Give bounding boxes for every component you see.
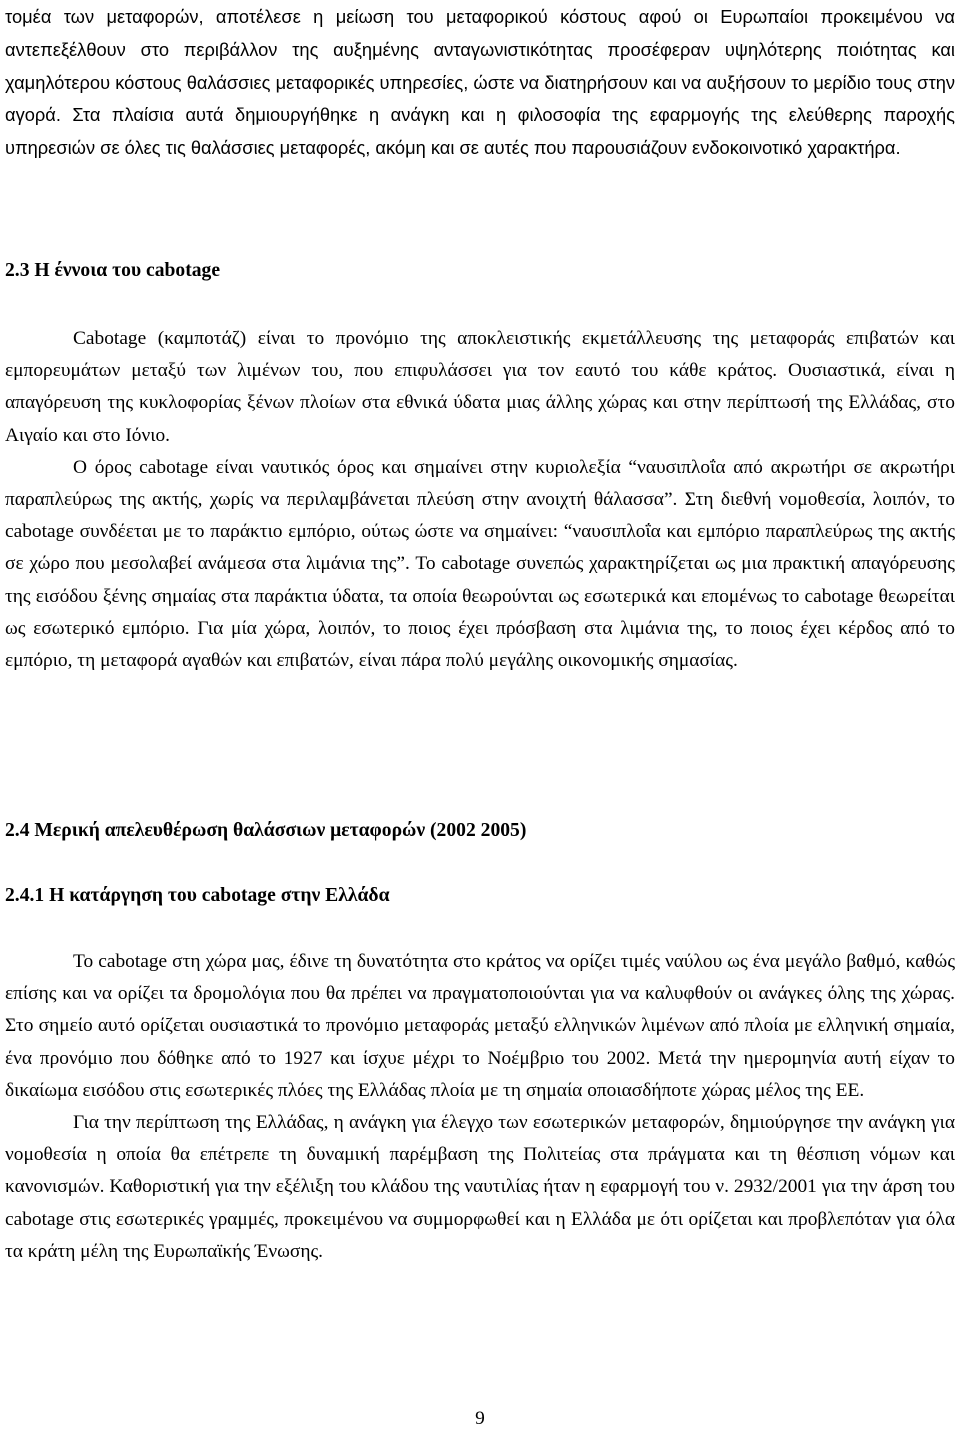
section-2-4-heading: 2.4 Μερική απελευθέρωση θαλάσσιων μεταφορών (2002 2005) — [5, 820, 527, 841]
section-2-4-1-paragraph-2: Για την περίπτωση της Ελλάδας, η ανάγκη για έλεγχο των εσωτερικών μεταφορών, δημιούργησε την ανάγκη για νομοθεσία η οποία θα επέτρεπε τη δυναμική παρέμβαση της Πολιτείας στα πράγματα και τη θέσπιση νόμων και κανονισμών. Καθοριστική για την εξέλιξη του κλάδου της ναυτιλίας ήταν η εφαρμογή του ν. 2932/2001 για την άρση του cabotage στις εσωτερικές γραμμές, προκειμένου να συμμορφωθεί και η Ελλάδα με ότι ορίζεται και προβλεπόταν για όλα τα κράτη μέλη της Ευρωπαϊκής Ένωσης. — [5, 1112, 955, 1262]
section-2-3-heading: 2.3 Η έννοια του cabotage — [5, 260, 221, 281]
section-2-3-paragraph-2: Ο όρος cabotage είναι ναυτικός όρος και σημαίνει στην κυριολεξία “ναυσιπλοΐα από ακρωτήρι σε ακρωτήρι παραπλεύρως της ακτής, χωρίς να περιλαμβάνεται πλεύση στην ανοιχτή θάλασσα”. Στη διεθνή νομοθεσία, λοιπόν, το cabotage συνδέεται με το παράκτιο εμπόριο, ούτως ώστε να σημαίνει: “ναυσιπλοΐα και εμπόριο παραπλεύρως της ακτής σε χώρο που μεσολαβεί ανάμεσα στα λιμάνια της”. Το cabotage συνεπώς χαρακτηρίζεται ως μια πρακτική απαγόρευσης της εισόδου ξένης σημαίας στα παράκτια ύδατα, τα οποία θεωρούνται ως εσωτερικά και επομένως το cabotage θεωρείται ως εσωτερικό εμπόριο. Για μία χώρα, λοιπόν, το ποιος έχει πρόσβαση στα λιμάνια της, το ποιος έχει κέρδος από το εμπόριο, τη μεταφορά αγαθών και επιβατών, είναι πάρα πολύ μεγάλης οικονομικής σημασίας. — [5, 456, 955, 672]
intro-paragraph: τομέα των μεταφορών, αποτέλεσε η μείωση του μεταφορικού κόστους αφού οι Ευρωπαίοι προκειμένου να αντεπεξέλθουν στο περιβάλλον της αυξημένης ανταγωνιστικότητας προσέφεραν υψηλότερης ποιότητας και χαμηλότερου κόστους θαλάσσιες μεταφορικές υπηρεσίες, ώστε να διατηρήσουν και να αυξήσουν το μερίδιο τους στην αγορά. Στα πλαίσια αυτά δημιουργήθηκε η ανάγκη και η φιλοσοφία της εφαρμογής της ελεύθερης παροχής υπηρεσιών σε όλες τις θαλάσσιες μεταφορές, ακόμη και σε αυτές που παρουσιάζουν ενδοκοινοτικό χαρακτήρα. — [5, 6, 955, 159]
section-2-3-paragraph-1: Cabotage (καμποτάζ) είναι το προνόμιο της αποκλειστικής εκμετάλλευσης της μεταφοράς επιβατών και εμπορευμάτων μεταξύ των λιμένων του, που επιφυλάσσει για τον εαυτό του κάθε κράτος. Ουσιαστικά, είναι η απαγόρευση της κυκλοφορίας ξένων πλοίων στα εθνικά ύδατα μιας άλλης χώρας και στην περίπτωσή της Ελλάδας, στο Αιγαίο και στο Ιόνιο. — [5, 328, 955, 446]
section-2-3-body — [5, 323, 955, 677]
section-2-4-1-paragraph-1: Το cabotage στη χώρα μας, έδινε τη δυνατότητα στο κράτος να ορίζει τιμές ναύλου ως ένα μεγάλο βαθμό, καθώς επίσης και να ορίζει τα δρομολόγια που θα πρέπει να πραγματοποιούνται για να καλυφθούν οι ανάγκες όλης της χώρας. Στο σημείο αυτό ορίζεται ουσιαστικά το προνόμιο μεταφοράς μεταξύ ελληνικών λιμένων από πλοία με ελληνική σημαία, ένα προνόμιο που δόθηκε από το 1927 και ίσχυε μέχρι το Νοέμβριο του 2002. Μετά την ημερομηνία αυτή είχαν το δικαίωμα εισόδου στις εσωτερικές πλόες της Ελλάδας πλοία με τη σημαία οποιασδήποτε χώρας μέλος της ΕΕ. — [5, 951, 955, 1101]
section-2-4-1-heading: 2.4.1 Η κατάργηση του cabotage στην Ελλάδα — [5, 885, 390, 906]
page-number: 9 — [475, 1408, 485, 1429]
section-2-4-1-body — [5, 946, 955, 1268]
